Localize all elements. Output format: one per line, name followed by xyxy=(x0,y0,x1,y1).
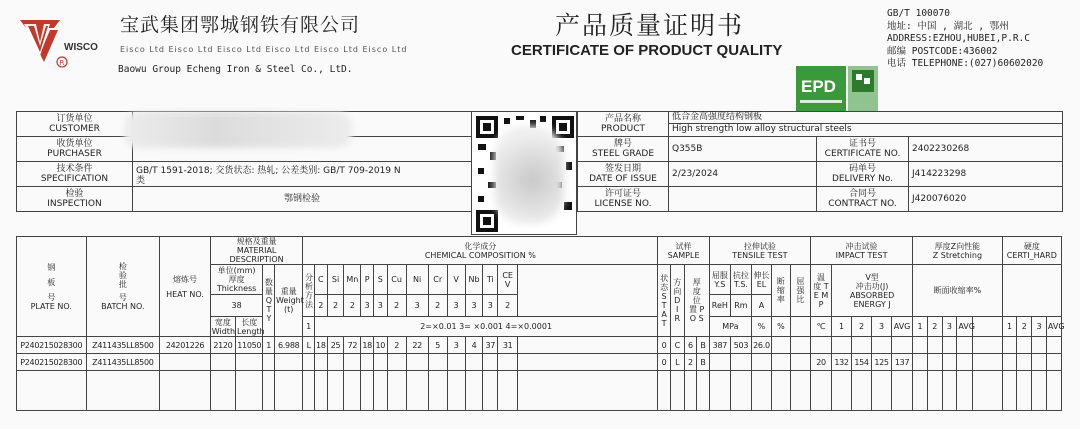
blank-cell xyxy=(927,354,942,371)
state-header: 状 态 S T A T xyxy=(658,265,671,337)
company-name-cn: 宝武集团鄂城钢铁有限公司 xyxy=(120,14,361,36)
test-results-table xyxy=(16,236,1065,411)
blank-cell xyxy=(1002,337,1017,354)
impact-cell: 154 xyxy=(852,354,872,371)
state-cell: 0 xyxy=(658,354,671,371)
blank-cell xyxy=(373,371,387,411)
blank-cell xyxy=(263,371,275,411)
impact-avg-cell: 137 xyxy=(892,354,913,371)
blank-cell xyxy=(1032,371,1047,411)
blank-cell xyxy=(1002,354,1017,371)
chem-cell: 31 xyxy=(498,337,518,354)
wisco-logo xyxy=(16,16,112,72)
el-header: 伸长 EL xyxy=(751,265,771,295)
width-header: 宽度 Width xyxy=(211,317,236,336)
blank-cell xyxy=(1002,371,1017,411)
ts-header: 抗拉 T.S. xyxy=(730,265,751,295)
blank-cell xyxy=(361,371,374,411)
spec-label: 技术条件 SPECIFICATION xyxy=(17,162,133,187)
ratio-cell xyxy=(790,354,810,371)
zdir-header: 厚度Z向性能 Z Stretching xyxy=(913,237,1003,265)
address-line: ADDRESS:EZHOU,HUBEI,P.R.C xyxy=(887,33,1030,44)
chem-cell: 22 xyxy=(406,337,428,354)
chem-cell xyxy=(465,354,483,371)
blank-cell xyxy=(751,371,771,411)
blank-cell xyxy=(1032,354,1047,371)
blank-cell xyxy=(447,371,465,411)
heat-header: 熔炼号 HEAT NO. xyxy=(160,237,211,337)
blank-cell xyxy=(771,371,790,411)
chem-cell xyxy=(406,354,428,371)
chem-cell: 25 xyxy=(327,337,344,354)
tensile-header: 拉伸试验 TENSILE TEST xyxy=(709,237,810,265)
blank-cell xyxy=(927,337,942,354)
blank-cell xyxy=(942,337,957,354)
multiplier: 3 xyxy=(447,295,465,317)
blank-cell xyxy=(913,354,928,371)
break-cell xyxy=(771,337,790,354)
customer-label: 订货单位 CUSTOMER xyxy=(17,112,133,137)
address-line: 地址: 中国 , 湖北 , 鄂州 xyxy=(887,20,1009,32)
blank-cell xyxy=(344,371,361,411)
blank-cell xyxy=(927,371,942,411)
chem-cell: 18 xyxy=(315,337,328,354)
chem-cell xyxy=(428,354,447,371)
element-header: C xyxy=(315,265,328,295)
multiplier: 3 xyxy=(465,295,483,317)
multiplier: 3 xyxy=(483,295,498,317)
thickness-header: 单位(mm) 厚度 Thickness xyxy=(210,265,263,295)
blank-cell xyxy=(913,371,928,411)
multiplier: 2 xyxy=(428,295,447,317)
pos-header: 厚 度 位 置 P O S xyxy=(684,265,709,337)
chem-cell: 18 xyxy=(361,337,374,354)
temp-header: 温 度 TE MP xyxy=(810,265,831,317)
element-header: P xyxy=(361,265,374,295)
table-row xyxy=(17,354,1062,371)
blank-cell xyxy=(1046,371,1061,411)
title-en: CERTIFICATE OF PRODUCT QUALITY xyxy=(511,42,783,59)
blank-cell xyxy=(327,371,344,411)
inspection-value: 鄂钢检验 xyxy=(133,187,472,212)
blank-cell xyxy=(684,371,697,411)
dir-cell: L xyxy=(670,354,684,371)
ratio-cell xyxy=(790,337,810,354)
blank-cell xyxy=(697,371,710,411)
impact-col: 2 xyxy=(852,317,872,337)
thickness-value: 38 xyxy=(210,295,263,317)
heat-cell: 24201226 xyxy=(160,337,211,354)
license-value xyxy=(669,187,817,212)
element-header: Ni xyxy=(406,265,428,295)
zrate-header: 断面收缩率% xyxy=(913,265,1003,317)
length-cell xyxy=(236,354,263,371)
multiplier: 2 xyxy=(327,295,344,317)
rm-label: Rm xyxy=(730,295,751,317)
batch-cell: Z411435LL8500 xyxy=(86,354,160,371)
license-label: 许可证号 LICENSE NO. xyxy=(578,187,669,212)
factor-line: 2=×0.01 3= ×0.001 4=×0.0001 xyxy=(315,317,658,337)
blank-cell xyxy=(315,371,328,411)
impact-col: 3 xyxy=(872,317,892,337)
ys-cell: 387 xyxy=(709,337,730,354)
state-cell: 0 xyxy=(658,337,671,354)
impact-col: AVG xyxy=(892,317,913,337)
chem-header: 化学成分 CHEMICAL COMPOSITION % xyxy=(303,237,658,265)
width-cell xyxy=(210,354,235,371)
method-cell xyxy=(303,354,315,371)
chem-cell: 4 xyxy=(465,337,483,354)
chem-cell: 37 xyxy=(483,337,498,354)
blank-cell xyxy=(1017,337,1032,354)
blank-cell xyxy=(942,371,957,411)
epd-badge-icon xyxy=(796,66,878,112)
blank-cell xyxy=(1032,337,1047,354)
purchaser-label: 收货单位 PURCHASER xyxy=(17,137,133,162)
blank-cell xyxy=(160,371,211,411)
analysis-header: 分 析 方 法 xyxy=(303,265,315,317)
element-header: Si xyxy=(327,265,344,295)
break-cell xyxy=(771,354,790,371)
chem-cell: 10 xyxy=(373,337,387,354)
blank-cell xyxy=(913,337,928,354)
blank-cell xyxy=(892,371,913,411)
multiplier: 2 xyxy=(344,295,361,317)
blank-cell xyxy=(518,371,658,411)
contract-label: 合同号 CONTRACT NO. xyxy=(817,187,909,212)
hard-col: AVG xyxy=(1046,317,1061,337)
grade-value: Q355B xyxy=(669,137,817,162)
blank-cell xyxy=(658,371,671,411)
plate-cell: P240215028300 xyxy=(17,354,87,371)
batch-header: 检 验 批 号 BATCH NO. xyxy=(86,237,160,337)
chem-cell: 2 xyxy=(387,337,406,354)
chem-cell xyxy=(387,354,406,371)
company-name-en: Baowu Group Echeng Iron & Steel Co., LtD. xyxy=(118,64,353,75)
ys-header: 屈服 Y.S xyxy=(709,265,730,295)
blank-cell xyxy=(730,371,751,411)
reh-label: ReH xyxy=(709,295,730,317)
delivery-label: 码单号 DELIVERY No. xyxy=(817,162,909,187)
blank-cell xyxy=(17,371,87,411)
blank-cell xyxy=(428,371,447,411)
multiplier: 3 xyxy=(361,295,374,317)
deg-label: ℃ xyxy=(810,317,831,337)
redacted-customer xyxy=(124,112,352,148)
issue-label: 签发日期 DATE OF ISSUE xyxy=(578,162,669,187)
chem-cell xyxy=(344,354,361,371)
blank-cell xyxy=(1046,337,1061,354)
dir-cell: C xyxy=(670,337,684,354)
multiplier: 3 xyxy=(406,295,428,317)
product-value: 低合金高强度结构钢板 High strength low alloy structural steels xyxy=(669,112,1063,137)
hard-header: 硬度 CERTI_HARD xyxy=(1002,237,1061,265)
hard-col: 2 xyxy=(1017,317,1032,337)
ratio-blank xyxy=(790,317,810,337)
address-line: 邮编 POSTCODE:436002 xyxy=(887,45,998,57)
multiplier: 2 xyxy=(387,295,406,317)
break-header: 断 缩 率 xyxy=(771,265,790,317)
sample-header: 试样 SAMPLE xyxy=(658,237,710,265)
multiplier: 3 xyxy=(373,295,387,317)
blank-cell xyxy=(274,371,302,411)
dir-header: 方 向 D I R xyxy=(670,265,684,337)
cert-no-value: 2402230268 xyxy=(909,137,1063,162)
impact-header: 冲击试验 IMPACT TEST xyxy=(810,237,912,265)
svg-text:EPD: EPD xyxy=(801,77,836,96)
blank-cell xyxy=(86,371,160,411)
blank-cell xyxy=(709,371,730,411)
element-header: Mn xyxy=(344,265,361,295)
material-header: 规格及重量 MATERIAL DESCRIPTION xyxy=(210,237,303,265)
batch-cell: Z411435LL8500 xyxy=(86,337,160,354)
product-label: 产品名称 PRODUCT xyxy=(578,112,669,137)
temp-cell xyxy=(810,337,831,354)
plate-cell: P240215028300 xyxy=(17,337,87,354)
chem-cell xyxy=(498,354,518,371)
blank-cell xyxy=(236,371,263,411)
chem-blank-cell xyxy=(518,337,658,354)
blank-cell xyxy=(1046,354,1061,371)
element-header: Cu xyxy=(387,265,406,295)
ts-cell xyxy=(730,354,751,371)
blank-cell xyxy=(210,371,235,411)
impact-cell xyxy=(852,337,872,354)
chem-cell xyxy=(483,354,498,371)
pct-label: % xyxy=(751,317,771,337)
blank-cell xyxy=(465,371,483,411)
hard-blank xyxy=(1002,265,1061,317)
chem-cell: 3 xyxy=(447,337,465,354)
chem-cell: 5 xyxy=(428,337,447,354)
impact-avg-cell xyxy=(892,337,913,354)
address-block xyxy=(887,8,1043,71)
blank-cell xyxy=(483,371,498,411)
chem-blank xyxy=(518,265,658,317)
blank-cell xyxy=(872,371,892,411)
chem-cell: 72 xyxy=(344,337,361,354)
blank-cell xyxy=(852,371,872,411)
pos-cell: 6 xyxy=(684,337,697,354)
blank-cell xyxy=(498,371,518,411)
blank-cell xyxy=(406,371,428,411)
multiplier: 2 xyxy=(498,295,518,317)
element-header: V xyxy=(447,265,465,295)
blank-cell xyxy=(1017,371,1032,411)
blank-cell xyxy=(832,371,852,411)
svg-text:WISCO: WISCO xyxy=(64,42,98,53)
z-blank xyxy=(973,317,1003,337)
z-col: 2 xyxy=(927,317,942,337)
impact-cell: 125 xyxy=(872,354,892,371)
impact-energy-header: V型 冲击功(J) ABSORBED ENERGY J xyxy=(832,265,913,317)
table-row xyxy=(17,337,1062,354)
qty-cell: 1 xyxy=(263,337,275,354)
blank-cell xyxy=(387,371,406,411)
blank-cell xyxy=(973,354,1003,371)
chem-cell xyxy=(447,354,465,371)
pos-cell: 2 xyxy=(684,354,697,371)
ys-cell xyxy=(709,354,730,371)
weight-cell xyxy=(274,354,302,371)
chem-cell xyxy=(373,354,387,371)
method-cell: L xyxy=(303,337,315,354)
grade-label: 牌号 STEEL GRADE xyxy=(578,137,669,162)
plate-header: 钢 板 号 PLATE NO. xyxy=(17,237,87,337)
qr-redaction xyxy=(494,126,564,224)
temp-cell: 20 xyxy=(810,354,831,371)
weight-header: 重量 Weight (t) xyxy=(274,265,302,337)
spec-value: GB/T 1591-2018; 交货状态: 热轧; 公差类别: GB/T 709-2019 N 类 xyxy=(133,162,472,187)
impact-col: 1 xyxy=(832,317,852,337)
impact-cell xyxy=(832,337,852,354)
z-col: 1 xyxy=(913,317,928,337)
pos-mark-cell: B xyxy=(697,354,710,371)
hard-col: 3 xyxy=(1032,317,1047,337)
el-cell: 26.0 xyxy=(751,337,771,354)
heat-cell xyxy=(160,354,211,371)
pct-label: % xyxy=(771,317,790,337)
chem-cell xyxy=(361,354,374,371)
z-col: 3 xyxy=(942,317,957,337)
blank-cell xyxy=(790,371,810,411)
multiplier: 2 xyxy=(315,295,328,317)
blank-cell xyxy=(942,354,957,371)
qty-header: 数 量 Q T Y xyxy=(263,265,275,337)
pos-mark-cell: B xyxy=(697,337,710,354)
length-cell: 11050 xyxy=(236,337,263,354)
blank-cell xyxy=(973,337,1003,354)
chem-cell xyxy=(327,354,344,371)
address-line: GB/T 100070 xyxy=(887,8,950,19)
element-header: S xyxy=(373,265,387,295)
hard-col: 1 xyxy=(1002,317,1017,337)
a-label: A xyxy=(751,295,771,317)
mpa-label: MPa xyxy=(709,317,751,337)
impact-cell xyxy=(872,337,892,354)
analysis-num: 1 xyxy=(303,317,315,337)
svg-text:R: R xyxy=(59,59,65,67)
cert-no-label: 证书号 CERTIFICATE NO. xyxy=(817,137,909,162)
table-row xyxy=(17,371,1062,411)
blank-cell xyxy=(810,371,831,411)
ts-cell: 503 xyxy=(730,337,751,354)
blank-cell xyxy=(973,371,1003,411)
qr-code-icon xyxy=(471,111,577,235)
blank-cell xyxy=(957,337,973,354)
blank-cell xyxy=(957,354,973,371)
weight-cell: 6.988 xyxy=(274,337,302,354)
z-col: AVG xyxy=(957,317,973,337)
title-cn: 产品质量证明书 xyxy=(555,11,745,40)
blank-cell xyxy=(1017,354,1032,371)
chem-blank-cell xyxy=(518,354,658,371)
inspection-label: 检验 INSPECTION xyxy=(17,187,133,212)
element-header: Nb xyxy=(465,265,483,295)
impact-cell: 132 xyxy=(832,354,852,371)
width-cell: 2120 xyxy=(210,337,235,354)
issue-value: 2/23/2024 xyxy=(669,162,817,187)
length-header: 长度 Length xyxy=(237,317,265,336)
blank-cell xyxy=(670,371,684,411)
element-header: Cr xyxy=(428,265,447,295)
company-subline: Eisco Ltd Eisco Ltd Eisco Ltd Eisco Ltd Eisco Ltd Eisco Ltd xyxy=(120,45,408,54)
el-cell xyxy=(751,354,771,371)
qty-cell xyxy=(263,354,275,371)
element-header: Ti xyxy=(483,265,498,295)
ratio-header: 屈 强 比 xyxy=(790,265,810,317)
blank-cell xyxy=(957,371,973,411)
chem-cell xyxy=(315,354,328,371)
element-header: CE V xyxy=(498,265,518,295)
blank-cell xyxy=(303,371,315,411)
contract-value: J420076020 xyxy=(909,187,1063,212)
delivery-value: J414223298 xyxy=(909,162,1063,187)
address-line: 电话 TELEPHONE:(027)60602020 xyxy=(887,58,1044,69)
